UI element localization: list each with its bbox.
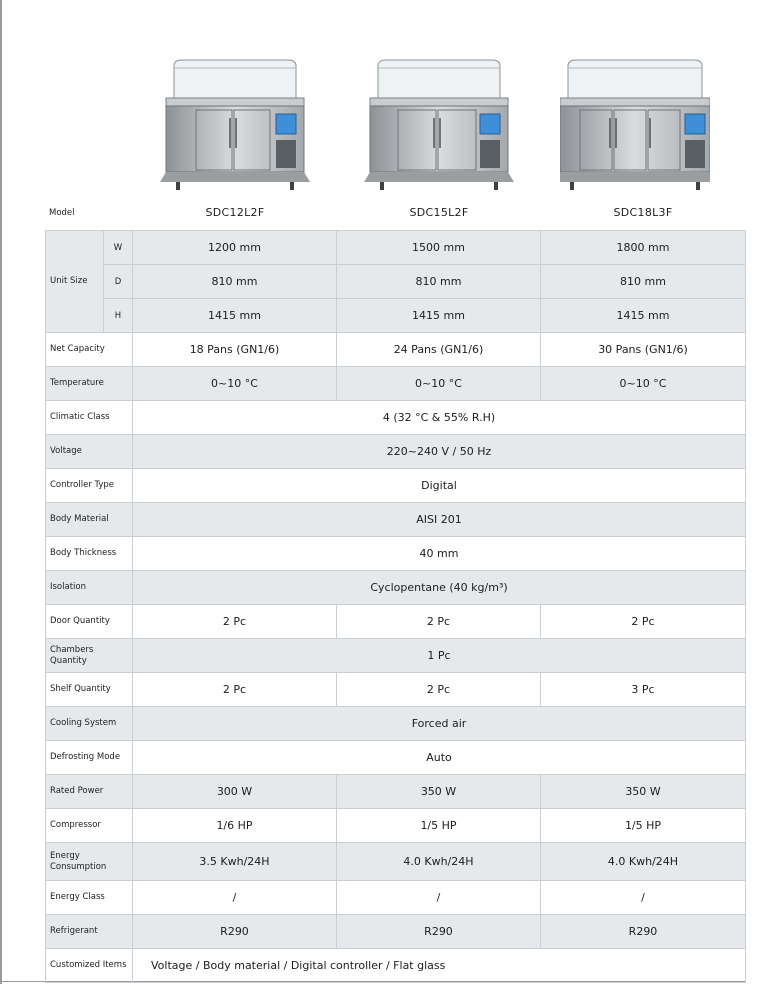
table-row-unit-size-h [46,299,746,333]
cell: 24 Pans (GN1/6) [337,333,541,367]
row-label: Voltage [46,435,133,469]
cell: 30 Pans (GN1/6) [541,333,746,367]
row-label: Defrosting Mode [46,741,133,775]
row-label: Temperature [46,367,133,401]
table-row-body-thickness [46,537,746,571]
product-image-sdc12l2f [160,58,310,193]
row-label: Refrigerant [46,915,133,949]
table-row-chambers-quantity [46,639,746,673]
table-row-unit-size-w [46,231,746,265]
cell: AISI 201 [133,503,746,537]
cell: 1/6 HP [133,809,337,843]
table-row-shelf-quantity [46,673,746,707]
model-label: Model [49,208,75,218]
row-label: Body Thickness [46,537,133,571]
cell: 0~10 °C [337,367,541,401]
row-label: Climatic Class [46,401,133,435]
cell: 1415 mm [133,299,337,333]
cell: 2 Pc [133,673,337,707]
cell: 810 mm [337,265,541,299]
row-label: Chambers Quantity [46,639,133,673]
cell: 4.0 Kwh/24H [541,843,746,881]
model-name-1: SDC12L2F [205,206,265,219]
row-label: Cooling System [46,707,133,741]
cell: 4.0 Kwh/24H [337,843,541,881]
cell: 1500 mm [337,231,541,265]
cell: 350 W [337,775,541,809]
dimension-label: H [104,299,133,333]
product-image-sdc15l2f [364,58,514,193]
cell: 18 Pans (GN1/6) [133,333,337,367]
cell: / [133,881,337,915]
spec-table [45,230,746,983]
model-name-3: SDC18L3F [613,206,673,219]
cell: Voltage / Body material / Digital controller / Flat glass [133,949,746,983]
cell: 0~10 °C [541,367,746,401]
cell: 1/5 HP [541,809,746,843]
cell: 3 Pc [541,673,746,707]
table-row-cooling-system [46,707,746,741]
row-label: Shelf Quantity [46,673,133,707]
row-label: Rated Power [46,775,133,809]
cell: 2 Pc [133,605,337,639]
table-row-unit-size-d [46,265,746,299]
product-image-sdc18l3f [560,58,710,193]
cell: R290 [133,915,337,949]
row-label: Energy Consumption [46,843,133,881]
table-row-customized-items [46,949,746,983]
row-label: Unit Size [46,231,104,333]
table-row-voltage [46,435,746,469]
cell: 1/5 HP [337,809,541,843]
cell: Forced air [133,707,746,741]
table-row-refrigerant [46,915,746,949]
table-row-isolation [46,571,746,605]
table-row-body-material [46,503,746,537]
cell: 2 Pc [337,605,541,639]
dimension-label: W [104,231,133,265]
cell: 2 Pc [541,605,746,639]
cell: 3.5 Kwh/24H [133,843,337,881]
cell: 1415 mm [541,299,746,333]
cell: 1 Pc [133,639,746,673]
cell: 1415 mm [337,299,541,333]
row-label: Compressor [46,809,133,843]
table-row-compressor [46,809,746,843]
dimension-label: D [104,265,133,299]
table-row-energy-class [46,881,746,915]
cell: / [337,881,541,915]
cell: Cyclopentane (40 kg/m³) [133,571,746,605]
table-row-door-quantity [46,605,746,639]
row-label: Door Quantity [46,605,133,639]
cell: 350 W [541,775,746,809]
page-frame-left [0,0,2,984]
cell: R290 [541,915,746,949]
table-row-rated-power [46,775,746,809]
cell: 40 mm [133,537,746,571]
table-row-controller-type [46,469,746,503]
cell: 0~10 °C [133,367,337,401]
row-label: Controller Type [46,469,133,503]
cell: 810 mm [541,265,746,299]
cell: 220~240 V / 50 Hz [133,435,746,469]
cell: 810 mm [133,265,337,299]
cell: 1200 mm [133,231,337,265]
cell: R290 [337,915,541,949]
cell: 1800 mm [541,231,746,265]
table-row-net-capacity [46,333,746,367]
row-label: Body Material [46,503,133,537]
row-label: Isolation [46,571,133,605]
row-label: Net Capacity [46,333,133,367]
cell: 4 (32 °C & 55% R.H) [133,401,746,435]
cell: / [541,881,746,915]
table-row-energy-consumption [46,843,746,881]
row-label: Energy Class [46,881,133,915]
cell: Digital [133,469,746,503]
row-label: Customized Items [46,949,133,983]
model-name-2: SDC15L2F [409,206,469,219]
table-row-defrosting-mode [46,741,746,775]
cell: 300 W [133,775,337,809]
cell: Auto [133,741,746,775]
table-row-climatic-class [46,401,746,435]
cell: 2 Pc [337,673,541,707]
table-row-temperature [46,367,746,401]
